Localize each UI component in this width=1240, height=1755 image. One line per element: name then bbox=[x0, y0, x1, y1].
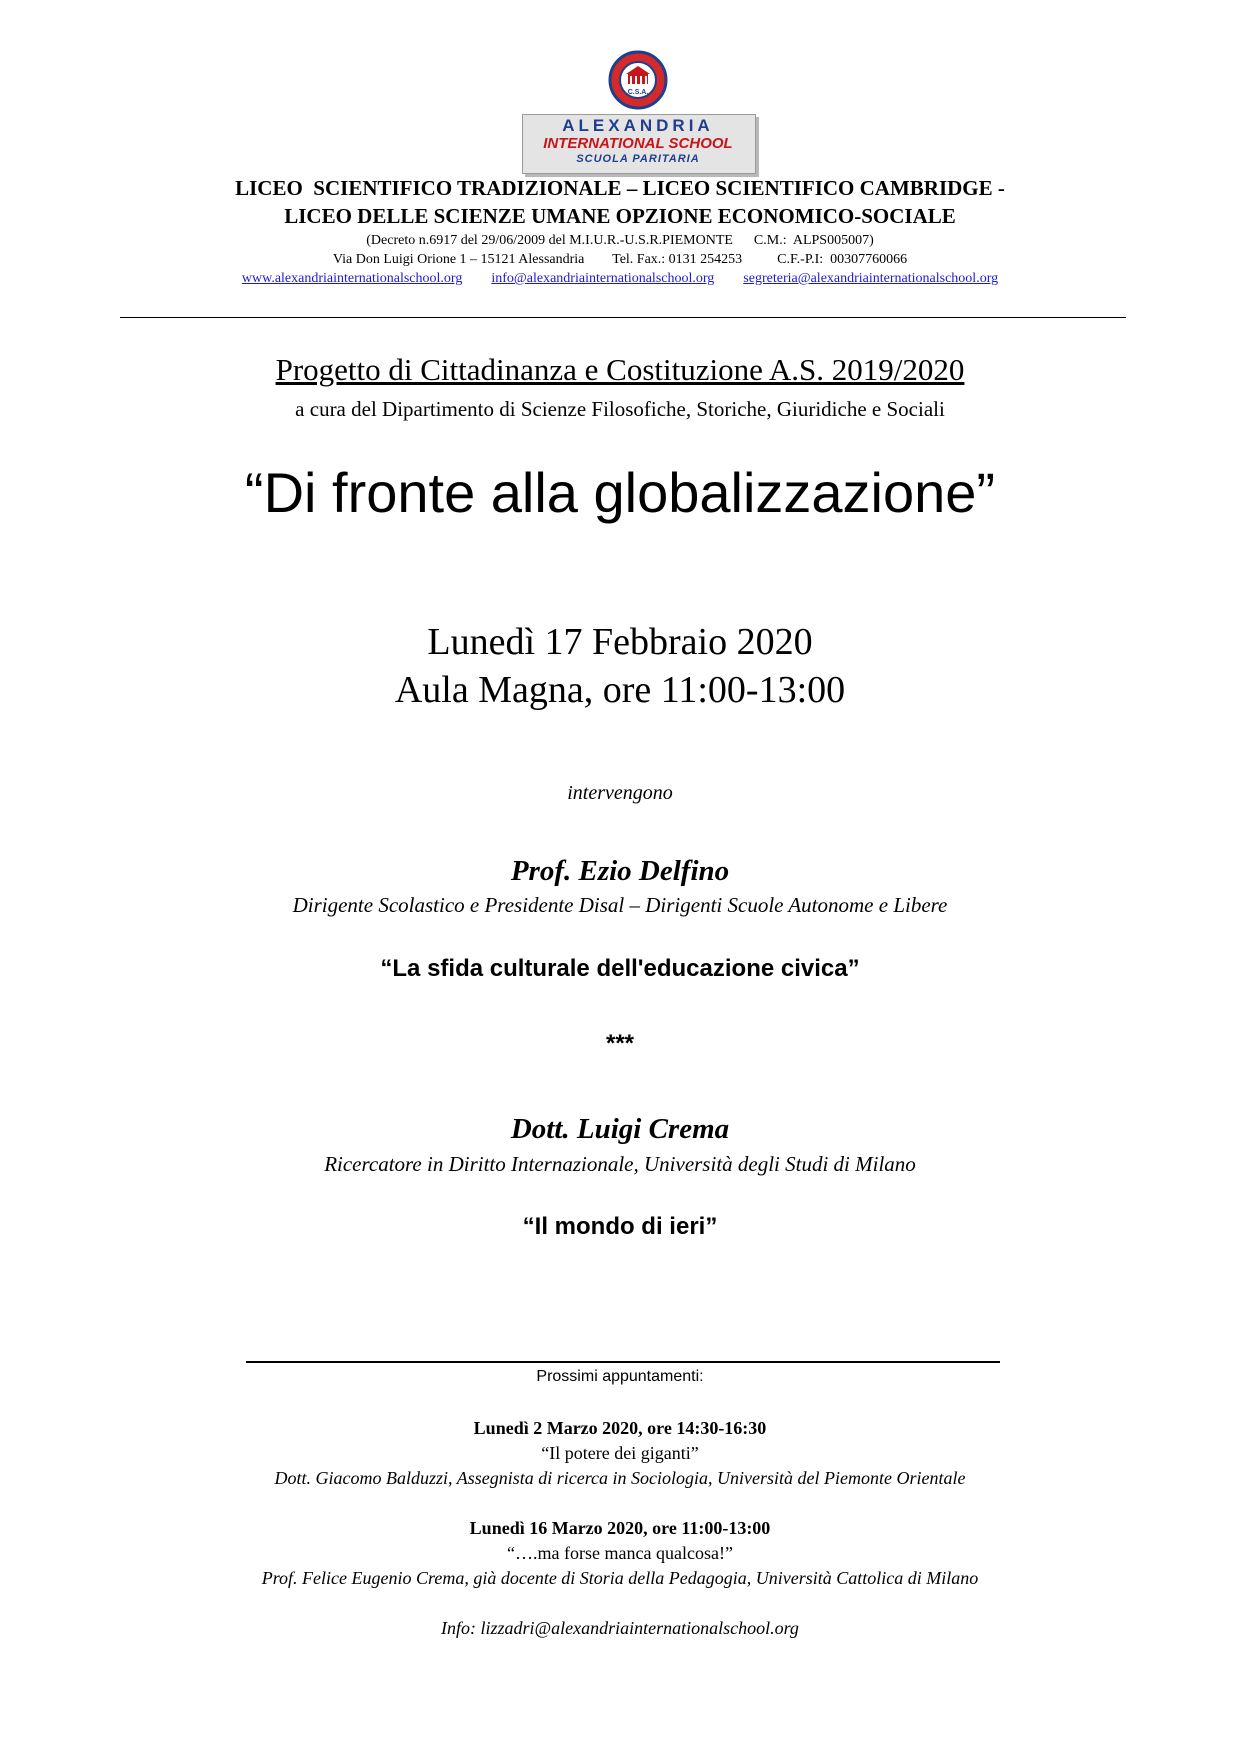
event-title: “Di fronte alla globalizzazione” bbox=[244, 461, 996, 524]
speaker-separator: *** bbox=[605, 1030, 635, 1057]
speaker-1-name: Prof. Ezio Delfino bbox=[510, 855, 730, 887]
upcoming-1-title: “Il potere dei giganti” bbox=[541, 1443, 699, 1463]
upcoming-1-speaker: Dott. Giacomo Balduzzi, Assegnista di ricerca in Sociologia, Università del Piemonte Orientale bbox=[274, 1468, 966, 1488]
upcoming-1-date: Lunedì 2 Marzo 2020, ore 14:30-16:30 bbox=[473, 1418, 767, 1438]
upcoming-2-speaker: Prof. Felice Eugenio Crema, già docente di Storia della Pedagogia, Università Cattolica di Milano bbox=[261, 1568, 979, 1588]
address-info: Via Don Luigi Orione 1 – 15121 Alessandria Tel. Fax.: 0131 254253 C.F.-P.I: 00307760066 bbox=[332, 252, 908, 267]
school-seal-icon bbox=[608, 50, 668, 116]
upcoming-heading: Prossimi appuntamenti: bbox=[536, 1368, 704, 1385]
event-date: Lunedì 17 Febbraio 2020 bbox=[427, 621, 813, 663]
info-email-link[interactable]: info@alexandriainternationalschool.org bbox=[491, 271, 715, 286]
speaker-1-talk: “La sfida culturale dell'educazione civica” bbox=[380, 955, 860, 982]
logo-tagline: SCUOLA PARITARIA bbox=[576, 153, 700, 165]
upcoming-2-title: “….ma forse manca qualcosa!” bbox=[507, 1543, 733, 1563]
header-divider bbox=[120, 317, 1126, 318]
decree-info: (Decreto n.6917 del 29/06/2009 del M.I.U.R.-U.S.R.PIEMONTE C.M.: ALPS005007) bbox=[366, 233, 874, 248]
speaker-2-role: Ricercatore in Diritto Internazionale, Università degli Studi di Milano bbox=[324, 1152, 916, 1176]
footer-info: Info: lizzadri@alexandriainternationalschool.org bbox=[441, 1618, 799, 1638]
event-place-time: Aula Magna, ore 11:00-13:00 bbox=[394, 669, 846, 711]
logo-subtitle: INTERNATIONAL SCHOOL bbox=[543, 135, 733, 152]
seal-text: C.S.A. bbox=[627, 89, 649, 96]
secretary-email-link[interactable]: segreteria@alexandriainternationalschool.org bbox=[743, 271, 999, 286]
logo-name: ALEXANDRIA bbox=[562, 116, 714, 135]
website-link[interactable]: www.alexandriainternationalschool.org bbox=[241, 271, 463, 286]
contact-links bbox=[0, 271, 1240, 287]
project-title: Progetto di Cittadinanza e Costituzione A.S. 2019/2020 bbox=[275, 352, 965, 387]
project-subtitle: a cura del Dipartimento di Scienze Filosofiche, Storiche, Giuridiche e Sociali bbox=[295, 397, 945, 421]
speaker-1-role: Dirigente Scolastico e Presidente Disal – Dirigenti Scuole Autonome e Libere bbox=[292, 893, 948, 917]
speaker-2-talk: “Il mondo di ieri” bbox=[522, 1213, 718, 1240]
school-logo bbox=[522, 50, 754, 172]
header-line-2: LICEO DELLE SCIENZE UMANE OPZIONE ECONOMICO-SOCIALE bbox=[284, 204, 956, 228]
header-line-1: LICEO SCIENTIFICO TRADIZIONALE – LICEO SCIENTIFICO CAMBRIDGE - bbox=[235, 176, 1005, 200]
upcoming-divider bbox=[246, 1361, 1000, 1363]
upcoming-2-date: Lunedì 16 Marzo 2020, ore 11:00-13:00 bbox=[469, 1518, 771, 1538]
speakers-intro: intervengono bbox=[567, 782, 673, 804]
speaker-2-name: Dott. Luigi Crema bbox=[510, 1113, 730, 1145]
